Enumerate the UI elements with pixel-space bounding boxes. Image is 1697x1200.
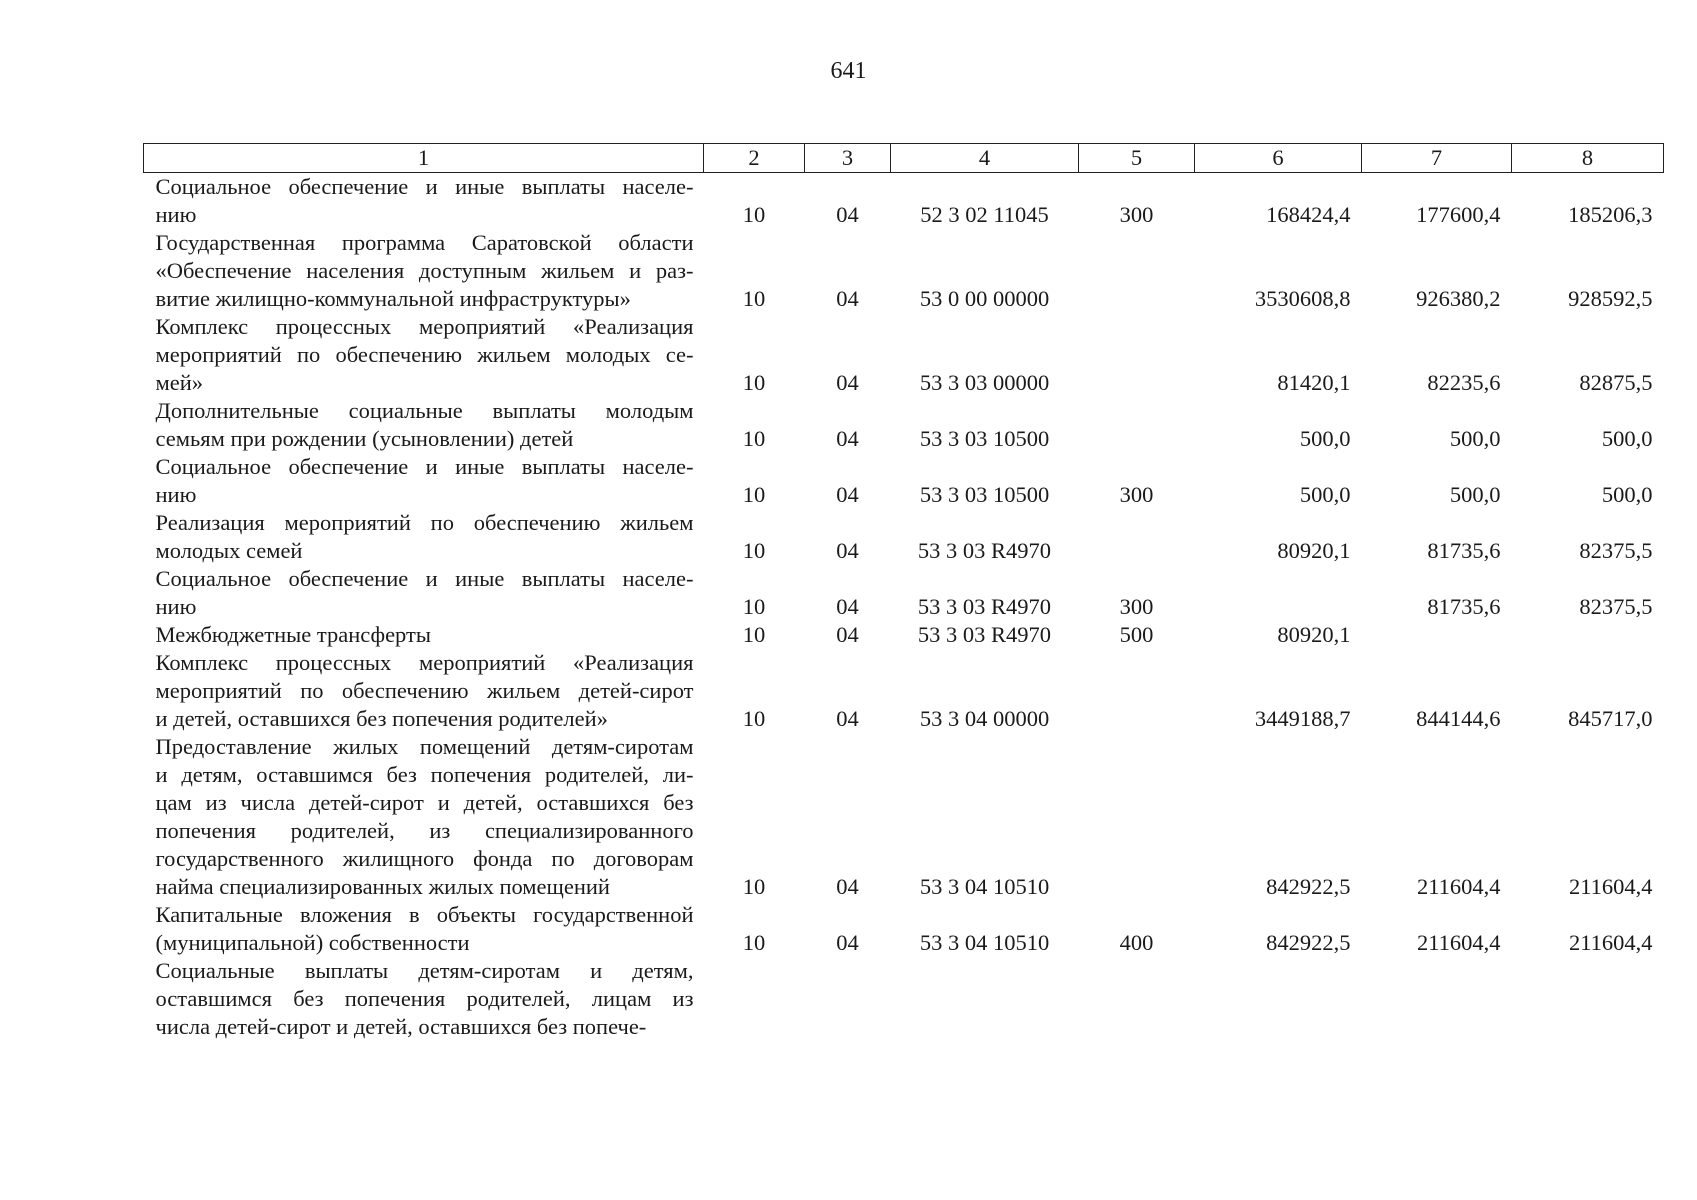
amount-cell-8: 500,0 [1601, 426, 1653, 451]
table-row [144, 649, 1664, 733]
budget-table [143, 143, 1664, 1041]
description-line: нию [155, 202, 197, 227]
amount-cell-6: 168424,4 [1266, 202, 1351, 227]
amount-cell-7 [1362, 957, 1512, 1041]
description-cell [144, 313, 704, 397]
description-line: мей» [155, 370, 204, 395]
expense-type-cell: 400 [1119, 930, 1154, 955]
description-line: найма специализированных жилых помещений [155, 874, 610, 899]
section-cell: 10 [742, 426, 766, 451]
description-line: Социальное обеспечение и иные выплаты населе- [155, 174, 694, 199]
table-row [144, 565, 1664, 621]
target-article-cell: 53 3 03 10500 [919, 426, 1050, 451]
amount-cell-7: 926380,2 [1416, 286, 1501, 311]
header-cell: 2 [704, 144, 805, 173]
target-article-cell: 53 3 03 10500 [919, 482, 1050, 507]
header-cell: 6 [1195, 144, 1362, 173]
expense-type-cell: 500 [1119, 622, 1154, 647]
amount-cell-6: 500,0 [1299, 482, 1351, 507]
description-line: и детям, оставшимся без попечения родителей, ли- [155, 762, 694, 787]
description-cell [144, 957, 704, 1041]
amount-cell-7: 177600,4 [1416, 202, 1501, 227]
amount-cell-7: 500,0 [1449, 482, 1501, 507]
target-article-cell [891, 957, 1079, 1041]
amount-cell-6: 80920,1 [1277, 538, 1351, 563]
description-line: Социальное обеспечение и иные выплаты населе- [155, 566, 694, 591]
amount-cell-8: 82375,5 [1579, 538, 1653, 563]
description-line: семьям при рождении (усыновлении) детей [155, 426, 574, 451]
table-row [144, 173, 1664, 230]
description-line: цам из числа детей-сирот и детей, оставшихся без [155, 790, 694, 815]
expense-type-cell [1079, 229, 1195, 313]
description-cell [144, 621, 704, 649]
amount-cell-6 [1195, 565, 1362, 621]
table-row [144, 397, 1664, 453]
subsection-cell: 04 [836, 370, 859, 395]
amount-cell-6 [1195, 957, 1362, 1041]
description-cell [144, 453, 704, 509]
amount-cell-8: 211604,4 [1568, 874, 1653, 899]
amount-cell-8: 82375,5 [1579, 594, 1653, 619]
subsection-cell: 04 [836, 594, 859, 619]
subsection-cell: 04 [836, 482, 859, 507]
description-cell [144, 509, 704, 565]
description-line: Капитальные вложения в объекты государственной [155, 902, 694, 927]
header-cell: 4 [891, 144, 1079, 173]
amount-cell-6: 3530608,8 [1254, 286, 1351, 311]
table-row [144, 509, 1664, 565]
target-article-cell: 53 3 03 R4970 [917, 594, 1052, 619]
target-article-cell: 53 3 04 10510 [919, 874, 1050, 899]
amount-cell-6: 81420,1 [1277, 370, 1351, 395]
table-row [144, 621, 1664, 649]
description-line: Предоставление жилых помещений детям-сиротам [155, 734, 694, 759]
description-cell [144, 397, 704, 453]
section-cell: 10 [742, 622, 766, 647]
table-row [144, 453, 1664, 509]
section-cell [704, 957, 805, 1041]
subsection-cell: 04 [836, 622, 859, 647]
expense-type-cell: 300 [1119, 594, 1154, 619]
target-article-cell: 53 3 04 00000 [919, 706, 1050, 731]
amount-cell-7 [1362, 621, 1512, 649]
description-line: витие жилищно-коммунальной инфраструктуры» [155, 286, 631, 311]
description-cell [144, 229, 704, 313]
expense-type-cell [1079, 957, 1195, 1041]
header-row [144, 144, 1664, 173]
description-line: государственного жилищного фонда по договорам [155, 846, 694, 871]
header-cell: 5 [1079, 144, 1195, 173]
amount-cell-8 [1512, 621, 1664, 649]
amount-cell-7: 844144,6 [1416, 706, 1501, 731]
description-line: числа детей-сирот и детей, оставшихся без попече- [155, 1014, 647, 1039]
description-line: оставшимся без попечения родителей, лицам из [155, 986, 694, 1011]
description-cell [144, 649, 704, 733]
description-line: Социальные выплаты детям-сиротам и детям, [155, 958, 694, 983]
description-line: мероприятий по обеспечению жильем молодых се- [155, 342, 694, 367]
amount-cell-8: 211604,4 [1568, 930, 1653, 955]
subsection-cell: 04 [836, 930, 859, 955]
amount-cell-8: 500,0 [1601, 482, 1653, 507]
section-cell: 10 [742, 930, 766, 955]
description-line: мероприятий по обеспечению жильем детей-сирот [155, 678, 694, 703]
amount-cell-7: 81735,6 [1427, 538, 1501, 563]
expense-type-cell [1079, 649, 1195, 733]
table-row [144, 229, 1664, 313]
amount-cell-6: 842922,5 [1266, 930, 1351, 955]
table-header [144, 144, 1664, 173]
section-cell: 10 [742, 594, 766, 619]
table-row [144, 901, 1664, 957]
expense-type-cell: 300 [1119, 482, 1154, 507]
description-line: (муниципальной) собственности [155, 930, 470, 955]
amount-cell-8: 82875,5 [1579, 370, 1653, 395]
subsection-cell: 04 [836, 426, 859, 451]
target-article-cell: 53 3 03 R4970 [917, 538, 1052, 563]
amount-cell-7: 81735,6 [1427, 594, 1501, 619]
amount-cell-6: 3449188,7 [1254, 706, 1351, 731]
target-article-cell: 52 3 02 11045 [920, 202, 1049, 227]
section-cell: 10 [742, 874, 766, 899]
subsection-cell [805, 957, 891, 1041]
table-body [144, 173, 1664, 1042]
amount-cell-6: 500,0 [1299, 426, 1351, 451]
expense-type-cell: 300 [1119, 202, 1154, 227]
description-line: Комплекс процессных мероприятий «Реализация [155, 650, 694, 675]
section-cell: 10 [742, 706, 766, 731]
table-row [144, 957, 1664, 1041]
description-line: Комплекс процессных мероприятий «Реализация [155, 314, 694, 339]
amount-cell-8: 845717,0 [1568, 706, 1653, 731]
amount-cell-8: 928592,5 [1568, 286, 1653, 311]
description-line: «Обеспечение населения доступным жильем и раз- [155, 258, 694, 283]
section-cell: 10 [742, 482, 766, 507]
table-row [144, 733, 1664, 901]
target-article-cell: 53 3 04 10510 [919, 930, 1050, 955]
amount-cell-8: 185206,3 [1568, 202, 1653, 227]
description-cell [144, 565, 704, 621]
amount-cell-7: 82235,6 [1427, 370, 1501, 395]
expense-type-cell [1079, 733, 1195, 901]
section-cell: 10 [742, 202, 766, 227]
header-cell: 3 [805, 144, 891, 173]
header-cell: 1 [144, 144, 704, 173]
target-article-cell: 53 3 03 00000 [919, 370, 1050, 395]
section-cell: 10 [742, 538, 766, 563]
subsection-cell: 04 [836, 538, 859, 563]
expense-type-cell [1079, 397, 1195, 453]
subsection-cell: 04 [836, 874, 859, 899]
description-line: Дополнительные социальные выплаты молодым [155, 398, 694, 423]
expense-type-cell [1079, 313, 1195, 397]
description-line: нию [155, 482, 197, 507]
amount-cell-7: 211604,4 [1416, 874, 1501, 899]
target-article-cell: 53 3 03 R4970 [917, 622, 1052, 647]
amount-cell-7: 500,0 [1449, 426, 1501, 451]
header-cell: 7 [1362, 144, 1512, 173]
amount-cell-6: 80920,1 [1277, 622, 1351, 647]
description-line: Межбюджетные трансферты [155, 622, 431, 647]
description-line: Реализация мероприятий по обеспечению жильем [155, 510, 694, 535]
description-line: молодых семей [155, 538, 303, 563]
table-row [144, 313, 1664, 397]
subsection-cell: 04 [836, 286, 859, 311]
section-cell: 10 [742, 286, 766, 311]
subsection-cell: 04 [836, 202, 859, 227]
description-cell [144, 901, 704, 957]
description-line: и детей, оставшихся без попечения родителей» [155, 706, 608, 731]
budget-table-container [143, 143, 1663, 1041]
description-line: Социальное обеспечение и иные выплаты населе- [155, 454, 694, 479]
target-article-cell: 53 0 00 00000 [919, 286, 1050, 311]
page-number: 641 [830, 58, 867, 84]
expense-type-cell [1079, 509, 1195, 565]
description-line: попечения родителей, из специализированного [155, 818, 694, 843]
amount-cell-6: 842922,5 [1266, 874, 1351, 899]
description-line: Государственная программа Саратовской области [155, 230, 694, 255]
subsection-cell: 04 [836, 706, 859, 731]
description-cell [144, 173, 704, 230]
description-cell [144, 733, 704, 901]
section-cell: 10 [742, 370, 766, 395]
amount-cell-8 [1512, 957, 1664, 1041]
amount-cell-7: 211604,4 [1416, 930, 1501, 955]
header-cell: 8 [1512, 144, 1664, 173]
description-line: нию [155, 594, 197, 619]
